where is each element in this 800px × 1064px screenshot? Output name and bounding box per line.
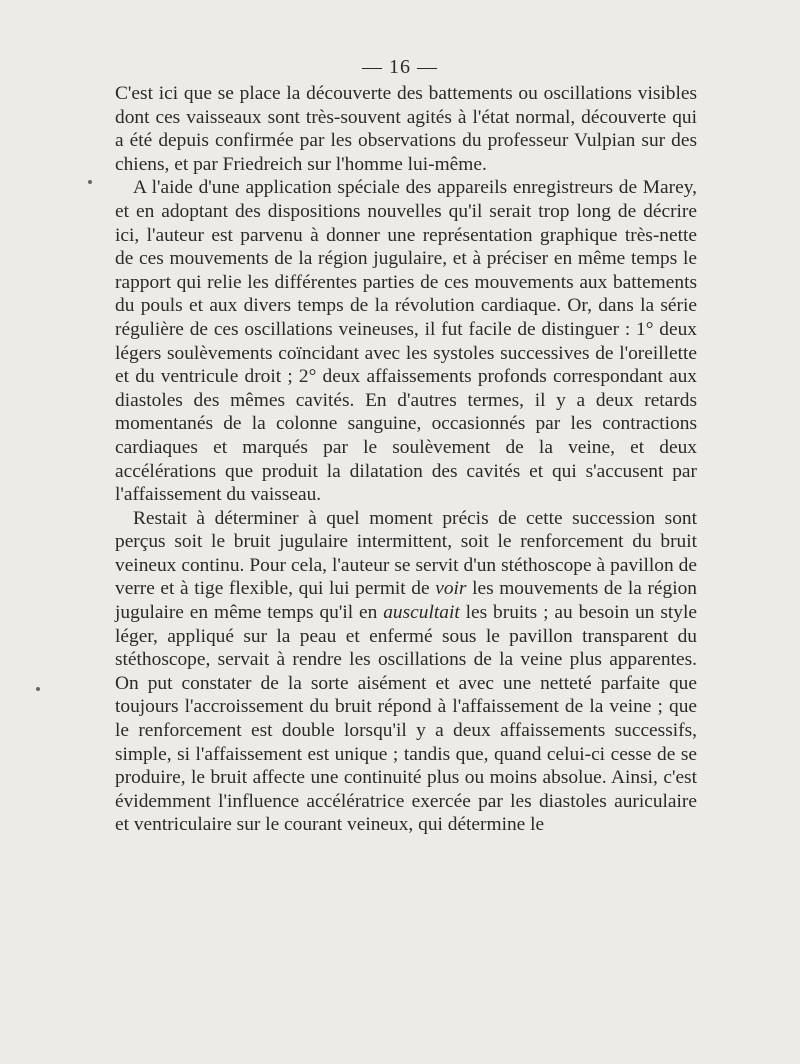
paragraph-3 <box>115 507 697 837</box>
paragraph-3-text-a: Restait à déterminer à quel moment précis de cette succession sont perçus soit le bruit jugulaire intermittent, soit le renforcement du bruit veineux continu. Pour cela, l'auteur se servit d'un stéthoscope à pavillon de verre et à tige flexible, qui lui permit de <box>115 507 697 600</box>
paragraph-2: A l'aide d'une application spéciale des appareils enregistreurs de Marey, et en adoptant des dispositions nouvelles qu'il serait trop long de décrire ici, l'auteur est parvenu à donner une représentation graphique très-nette de ces mouvements de la région jugulaire, et à préciser en même temps le rapport qui relie les différentes parties de ces mouvements aux battements du pouls et aux divers temps de la révolution cardiaque. Or, dans la série régulière de ces oscillations veineuses, il fut facile de distinguer : 1° deux légers soulèvements coïncidant avec les systoles successives de l'oreillette et du ventricule droit ; 2° deux affaissements profonds correspondant aux diastoles des mêmes cavités. En d'autres termes, il y a deux retards momentanés de la colonne sanguine, occasionnés par les contractions cardiaques et marqués par le soulèvement de la veine, et deux accélérations que produit la dilatation des cavités et qui s'accusent par l'affaissement du vaisseau. <box>115 177 697 506</box>
margin-speck <box>88 180 92 184</box>
paragraph-1: C'est ici que se place la découverte des battements ou oscillations visibles dont ces vaisseaux sont très-souvent agités à l'état normal, découverte qui a été depuis confirmée par les observations du professeur Vulpian sur des chiens, et par Friedreich sur l'homme lui-même. <box>115 83 697 175</box>
paragraph-3-text-c: les bruits ; au besoin un style léger, appliqué sur la peau et enfermé sous le pavillon transparent du stéthoscope, servait à rendre les oscillations de la veine plus apparentes. On put constater de la sorte aisément et avec une netteté parfaite que toujours l'accroissement du bruit répond à l'affaissement de la veine ; que le renforcement est double lorsqu'il y a deux affaissements successifs, simple, si l'affaissement est unique ; tandis que, quand celui-ci cesse de se produire, le bruit affecte une continuité plus ou moins absolue. Ainsi, c'est évidemment l'influence accélératrice exercée par les diastoles auriculaire et ventriculaire sur le courant veineux, qui détermine le <box>115 602 697 836</box>
margin-speck <box>36 687 40 691</box>
page-number: — 16 — <box>362 56 438 78</box>
emphasis-voir: voir <box>435 578 467 600</box>
emphasis-auscultait: auscultait <box>383 602 460 624</box>
paragraph-3-text-b: les mouvements de la région jugulaire en même temps qu'il en <box>115 578 697 624</box>
body-text <box>115 82 697 837</box>
